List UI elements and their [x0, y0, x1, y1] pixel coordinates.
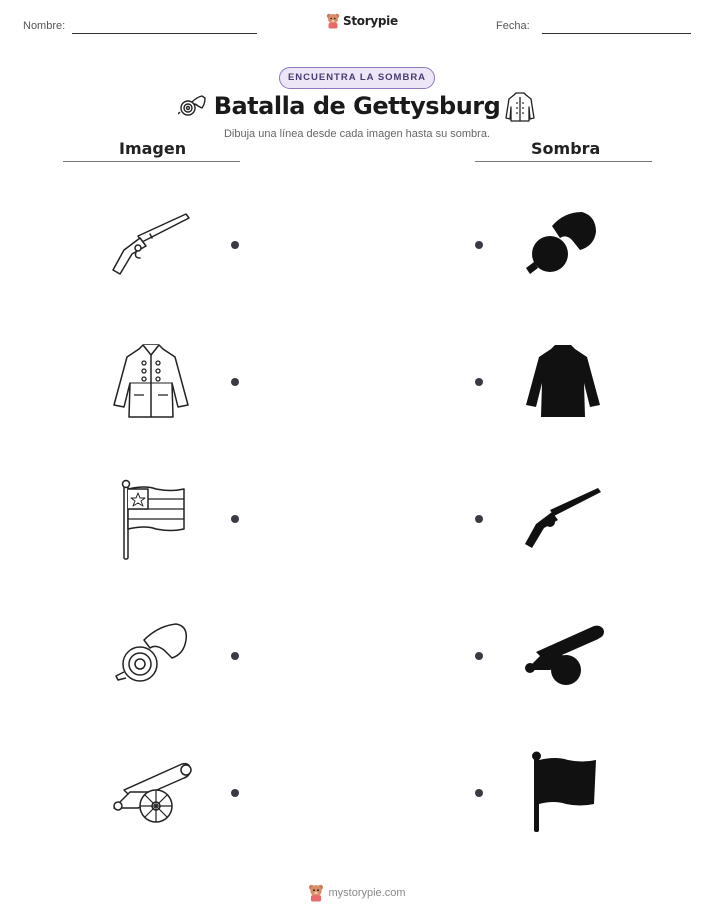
- activity-badge: ENCUENTRA LA SOMBRA: [279, 67, 435, 89]
- musket-icon: [110, 210, 192, 280]
- flag-shadow-icon: [526, 750, 598, 834]
- connect-dot-left-2[interactable]: [231, 378, 239, 386]
- cannon-icon: [110, 758, 194, 826]
- date-line[interactable]: [542, 33, 691, 34]
- brand-logo: [326, 13, 398, 29]
- instructions: Dibuja una línea desde cada imagen hasta su sombra.: [223, 128, 490, 140]
- connect-dot-right-2[interactable]: [475, 378, 483, 386]
- date-label: Fecha:: [496, 20, 530, 32]
- column-divider-left: [63, 161, 240, 162]
- flag-icon: [116, 479, 186, 561]
- military-coat-icon: [112, 343, 190, 421]
- connect-dot-left-4[interactable]: [231, 652, 239, 660]
- footer: [0, 884, 714, 902]
- military-coat-shadow-icon: [524, 343, 602, 421]
- connect-dot-right-1[interactable]: [475, 241, 483, 249]
- column-heading-shadow: Sombra: [531, 139, 601, 158]
- brand-name: Storypie: [343, 14, 398, 28]
- military-coat-icon: [505, 91, 535, 123]
- connect-dot-right-4[interactable]: [475, 652, 483, 660]
- bear-mascot-icon: [308, 884, 324, 902]
- connect-dot-left-1[interactable]: [231, 241, 239, 249]
- connect-dot-right-5[interactable]: [475, 789, 483, 797]
- name-label: Nombre:: [23, 20, 66, 32]
- name-line[interactable]: [72, 33, 257, 34]
- worksheet-title: Batalla de Gettysburg: [213, 92, 501, 120]
- connect-dot-right-3[interactable]: [475, 515, 483, 523]
- bear-mascot-icon: [326, 13, 340, 29]
- bugle-horn-shadow-icon: [526, 210, 598, 278]
- footer-url[interactable]: mystorypie.com: [328, 887, 406, 899]
- column-heading-image: Imagen: [119, 139, 187, 158]
- connect-dot-left-5[interactable]: [231, 789, 239, 797]
- column-divider-right: [475, 161, 652, 162]
- bugle-horn-icon: [114, 622, 190, 688]
- connect-dot-left-3[interactable]: [231, 515, 239, 523]
- musket-shadow-icon: [522, 484, 604, 554]
- cannon-shadow-icon: [522, 620, 606, 688]
